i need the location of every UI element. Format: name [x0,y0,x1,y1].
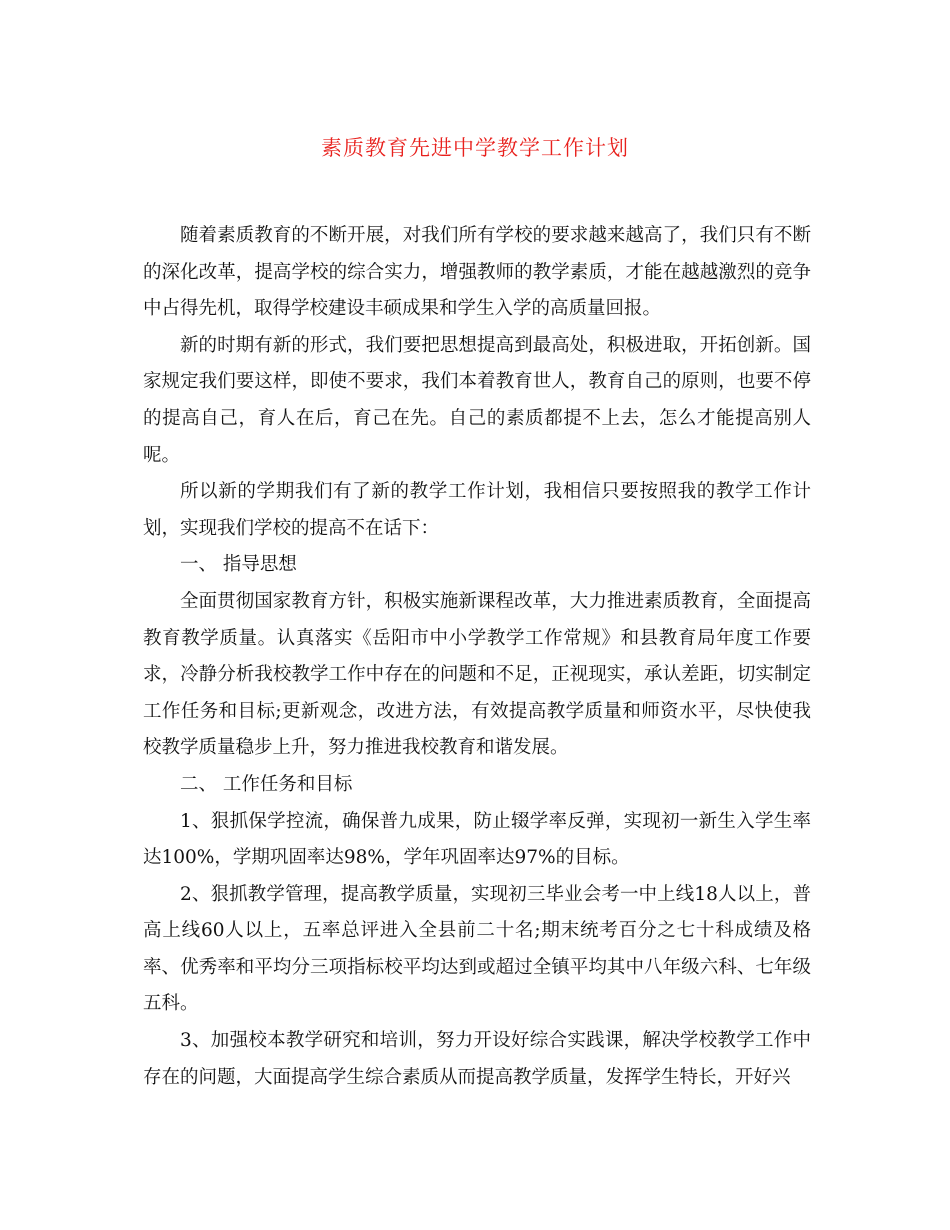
list-item-2: 2、狠抓教学管理，提高教学质量，实现初三毕业会考一中上线18人以上，普高上线60人以上，五率总评进入全县前二十名;期末统考百分之七十科成绩及格率、优秀率和平均分三项指标校平均达到或超过全镇平均其中八年级六科、七年级五科。 [143,883,811,1015]
list-item-1: 1、狠抓保学控流，确保普九成果，防止辍学率反弹，实现初一新生入学生率达100%，学期巩固率达98%，学年巩固率达97%的目标。 [143,810,811,869]
list-item-3: 3、加强校本教学研究和培训，努力开设好综合实践课，解决学校教学工作中存在的问题，大面提高学生综合素质从而提高教学质量，发挥学生特长，开好兴 [143,1030,811,1088]
paragraph-plan-lead: 所以新的学期我们有了新的教学工作计划，我相信只要按照我的教学工作计划，实现我们学校的提高不在话下： [143,481,811,539]
paragraph-intro: 随着素质教育的不断开展，对我们所有学校的要求越来越高了，我们只有不断的深化改革，提高学校的综合实力，增强教师的教学素质，才能在越越激烈的竞争中占得先机，取得学校建设丰硕成果和学生入学的高质量回报。 [143,225,811,320]
document-body [143,218,811,1096]
paragraph-new-era: 新的时期有新的形式，我们要把思想提高到最高处，积极进取，开拓创新。国家规定我们要这样，即使不要求，我们本着教育世人，教育自己的原则，也要不停的提高自己，育人在后，育己在先。自己的素质都提不上去，怎么才能提高别人呢。 [143,334,811,466]
section-heading-tasks-goals: 二、 工作任务和目标 [180,773,353,795]
section-heading-guiding-ideology: 一、 指导思想 [180,554,297,576]
document-title: 素质教育先进中学教学工作计划 [321,136,629,160]
paragraph-guiding-ideology: 全面贯彻国家教育方针，积极实施新课程改革，大力推进素质教育，全面提高教育教学质量。认真落实《岳阳市中小学教学工作常规》和县教育局年度工作要求，冷静分析我校教学工作中存在的问题和不足，正视现实，承认差距，切实制定工作任务和目标;更新观念，改进方法，有效提高教学质量和师资水平，尽快使我校教学质量稳步上升，努力推进我校教育和谐发展。 [143,590,811,759]
